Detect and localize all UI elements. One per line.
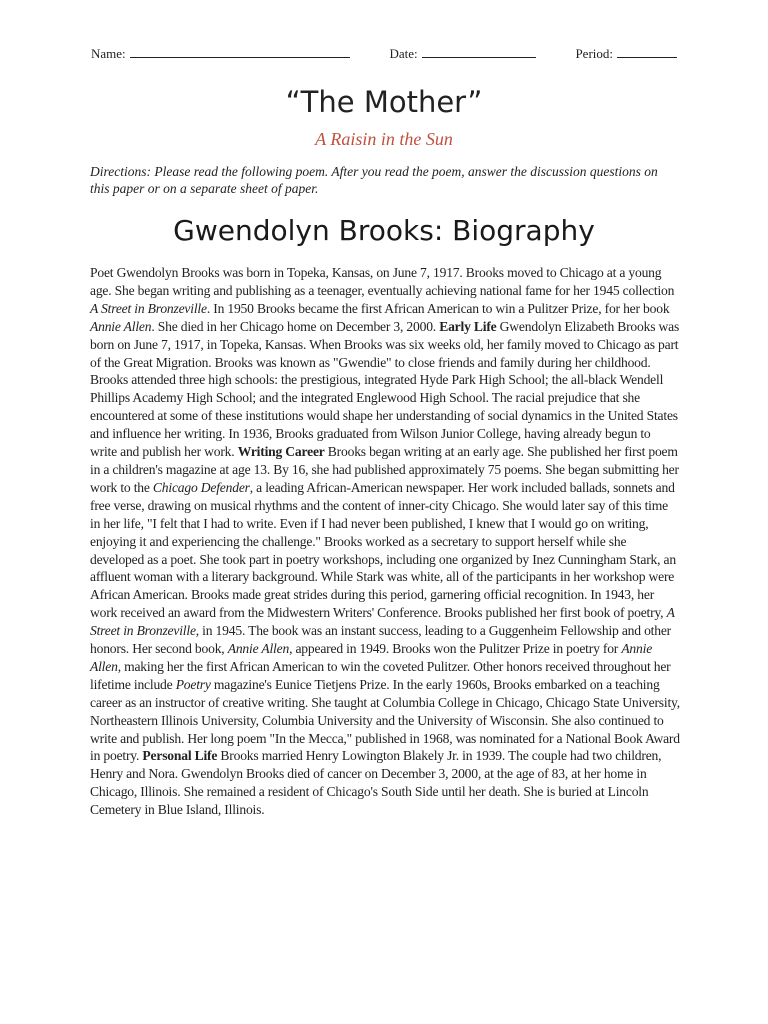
date-blank-line	[422, 46, 536, 58]
period-label: Period:	[575, 46, 613, 61]
period-field	[575, 46, 677, 62]
biography-heading: Gwendolyn Brooks: Biography	[173, 214, 595, 247]
bio-text: , appeared in 1949. Brooks won the Pulitzer Prize in poetry for	[289, 641, 622, 657]
bio-text: , a leading African-American newspaper. Her work included ballads, sonnets and free verse, drawing on musical rhythms and the content of inner-city Chicago. She would later say of this time in her life, "I felt that I had to write. Even if I had never been published, I knew that I would go on writing, enjoying it and experiencing the challenge." Brooks worked as a secretary to support herself while she developed as a poet. She took part in poetry workshops, including one organized by Inez Cunningham Stark, an affluent woman with a literary background. While Stark was white, all of the participants in her workshop were African American. Brooks made great strides during this period, garnering official recognition. In 1943, her work received an award from the Midwestern Writers' Conference. Brooks published her first book of poetry,	[90, 479, 676, 621]
bio-text: Brooks began writing at an early age. She published her first poem in a children's magazine at age 13. By 16, she had published approximately 75 poems. She began submitting her work to the	[90, 444, 679, 495]
name-blank-line	[130, 46, 350, 58]
poem-title: “The Mother”	[285, 85, 483, 119]
biography-text	[90, 264, 680, 819]
newspaper-title: Chicago Defender	[152, 479, 250, 495]
book-title: Annie Allen	[227, 641, 290, 657]
section-label-writing-career: Writing Career	[237, 444, 325, 460]
book-title: A Street in Bronzeville	[90, 300, 207, 316]
name-field	[91, 46, 350, 62]
bio-text: Poet Gwendolyn Brooks was born in Topeka, Kansas, on June 7, 1917. Brooks moved to Chicago at a young age. She began writing and publishing as a teenager, eventually achieving national fame for her 1945 collection	[90, 265, 675, 298]
section-label-early-life: Early Life	[439, 318, 497, 334]
directions-text: Directions: Please read the following poem. After you read the poem, answer the discussion questions on this paper or on a separate sheet of paper.	[90, 164, 658, 196]
bio-text: . In 1950 Brooks became the first African American to win a Pulitzer Prize, for her book	[206, 300, 670, 316]
bio-text: . She died in her Chicago home on December 3, 2000.	[151, 318, 440, 334]
bio-text: magazine's Eunice Tietjens Prize. In the early 1960s, Brooks embarked on a teaching career as an instructor of creative writing. She taught at Columbia College in Chicago, Chicago State University, Northeastern Illinois University, Columbia University and the University of Wisconsin. She also continued to write and publish. Her long poem "In the Mecca," published in 1968, was nominated for a National Book Award in poetry.	[90, 676, 680, 764]
name-label: Name:	[91, 46, 126, 61]
book-title: Annie Allen	[90, 641, 653, 674]
student-info-header	[91, 46, 677, 62]
book-title: A Street in Bronzeville	[90, 605, 675, 639]
book-title: Annie Allen	[90, 318, 152, 334]
bio-text: Brooks married Henry Lowington Blakely Jr. in 1939. The couple had two children, Henry and Nora. Gwendolyn Brooks died of cancer on December 3, 2000, at the age of 83, at her home in Chicago, Illinois. She remained a resident of Chicago's South Side until her death. She is buried at Lincoln Cemetery in Blue Island, Illinois.	[90, 748, 662, 818]
bio-text: , making her the first African American to win the coveted Pulitzer. Other honors received throughout her lifetime include	[90, 658, 671, 692]
bio-text: , in 1945. The book was an instant success, leading to a Guggenheim Fellowship and other honors. Her second book,	[90, 623, 671, 657]
date-field	[389, 46, 535, 62]
period-blank-line	[617, 46, 677, 58]
bio-text: Gwendolyn Elizabeth Brooks was born on June 7, 1917, in Topeka, Kansas. When Brooks was six weeks old, her family moved to Chicago as part of the Great Migration. Brooks was known as "Gwendie" to close friends and family during her childhood. Brooks attended three high schools: the prestigious, integrated Hyde Park High School; the all-black Wendell Phillips Academy High School; and the integrated Englewood High School. The racial prejudice that she encountered at some of these institutions would shape her understanding of social dynamics in the United States and influence her writing. In 1936, Brooks graduated from Wilson Junior College, having already begun to write and publish her work.	[90, 318, 680, 460]
subtitle: A Raisin in the Sun	[315, 129, 453, 149]
date-label: Date:	[389, 46, 418, 61]
section-label-personal-life: Personal Life	[142, 748, 218, 764]
magazine-title: Poetry	[175, 676, 211, 692]
